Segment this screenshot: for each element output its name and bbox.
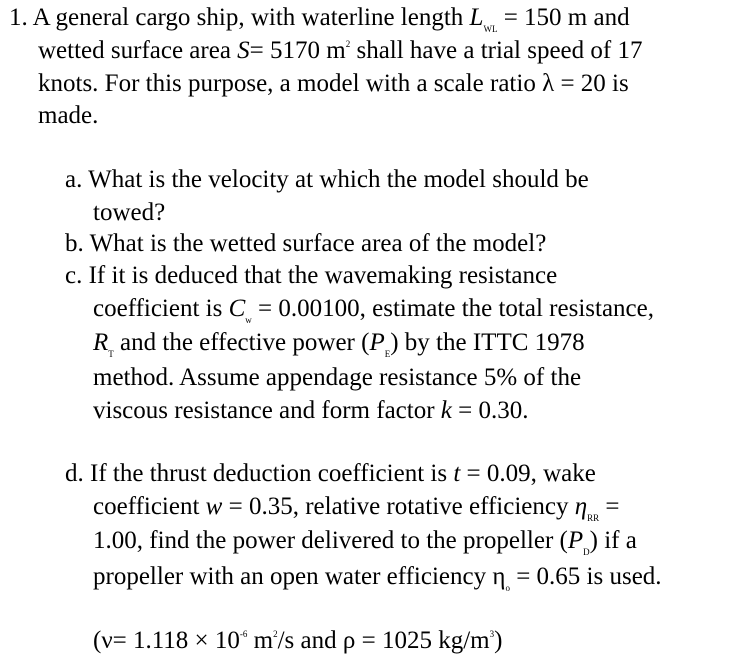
part-d-line-4: propeller with an open water efficiency $\eta_o = 0.65$ is used. (93, 563, 662, 593)
question-1-line-1: 1. A general cargo ship, with waterline length $L_{WL} = 150$ m and (9, 4, 630, 34)
part-c-line-4: method. Assume appendage resistance 5% of the (93, 364, 582, 391)
symbol-R: R (93, 329, 109, 356)
part-d-line-3: 1.00, find the power delivered to the propeller $(P_D)$ if a (93, 527, 637, 557)
part-d-line-1: d. If the thrust deduction coefficient is t = 0.09, wake (65, 460, 596, 487)
symbol-eta: η (574, 493, 588, 520)
part-c-line-3: $R_T$ and the effective power $(P_E)$ by the ITTC 1978 (93, 329, 585, 359)
part-b-label: b. (65, 230, 84, 257)
part-a-line-1: a. What is the velocity at which the model should be (65, 166, 589, 193)
part-c-label: c. (65, 262, 83, 289)
symbol-C: C (228, 295, 246, 322)
symbol-w: w (205, 493, 223, 520)
given-constants: ($\nu= 1.118 \times 10^{-6}$ $m^2/s$ and ρ = 1025 $kg/m^3$) (93, 627, 503, 654)
symbol-L: L (469, 4, 484, 31)
part-d-label: d. (65, 460, 84, 487)
symbol-t: t (453, 460, 461, 487)
symbol-k: k (440, 397, 452, 424)
part-c-line-2: coefficient is $C_w = 0.00100$, estimate the total resistance, (93, 295, 654, 325)
question-1-line-2: wetted surface area S= 5170 $m^2$ shall have a trial speed of 17 (38, 37, 643, 64)
question-1-line-4: made. (38, 102, 99, 129)
part-a-line-2: towed? (93, 199, 166, 226)
question-1-number: 1. (9, 4, 28, 31)
symbol-P: P (369, 329, 385, 356)
part-a-label: a. (65, 166, 83, 193)
question-1-line-3: knots. For this purpose, a model with a scale ratio λ = 20 is (38, 70, 629, 97)
symbol-S: S (237, 37, 250, 64)
part-c-line-5: viscous resistance and form factor k = 0.30. (93, 397, 529, 424)
part-d-line-2: coefficient w = 0.35, relative rotative efficiency $\eta_{RR}$ = (93, 493, 620, 523)
symbol-P-D: P (567, 527, 584, 554)
part-c-line-1: c. If it is deduced that the wavemaking resistance (65, 262, 558, 289)
part-b-line-1: b. What is the wetted surface area of the model? (65, 230, 547, 257)
